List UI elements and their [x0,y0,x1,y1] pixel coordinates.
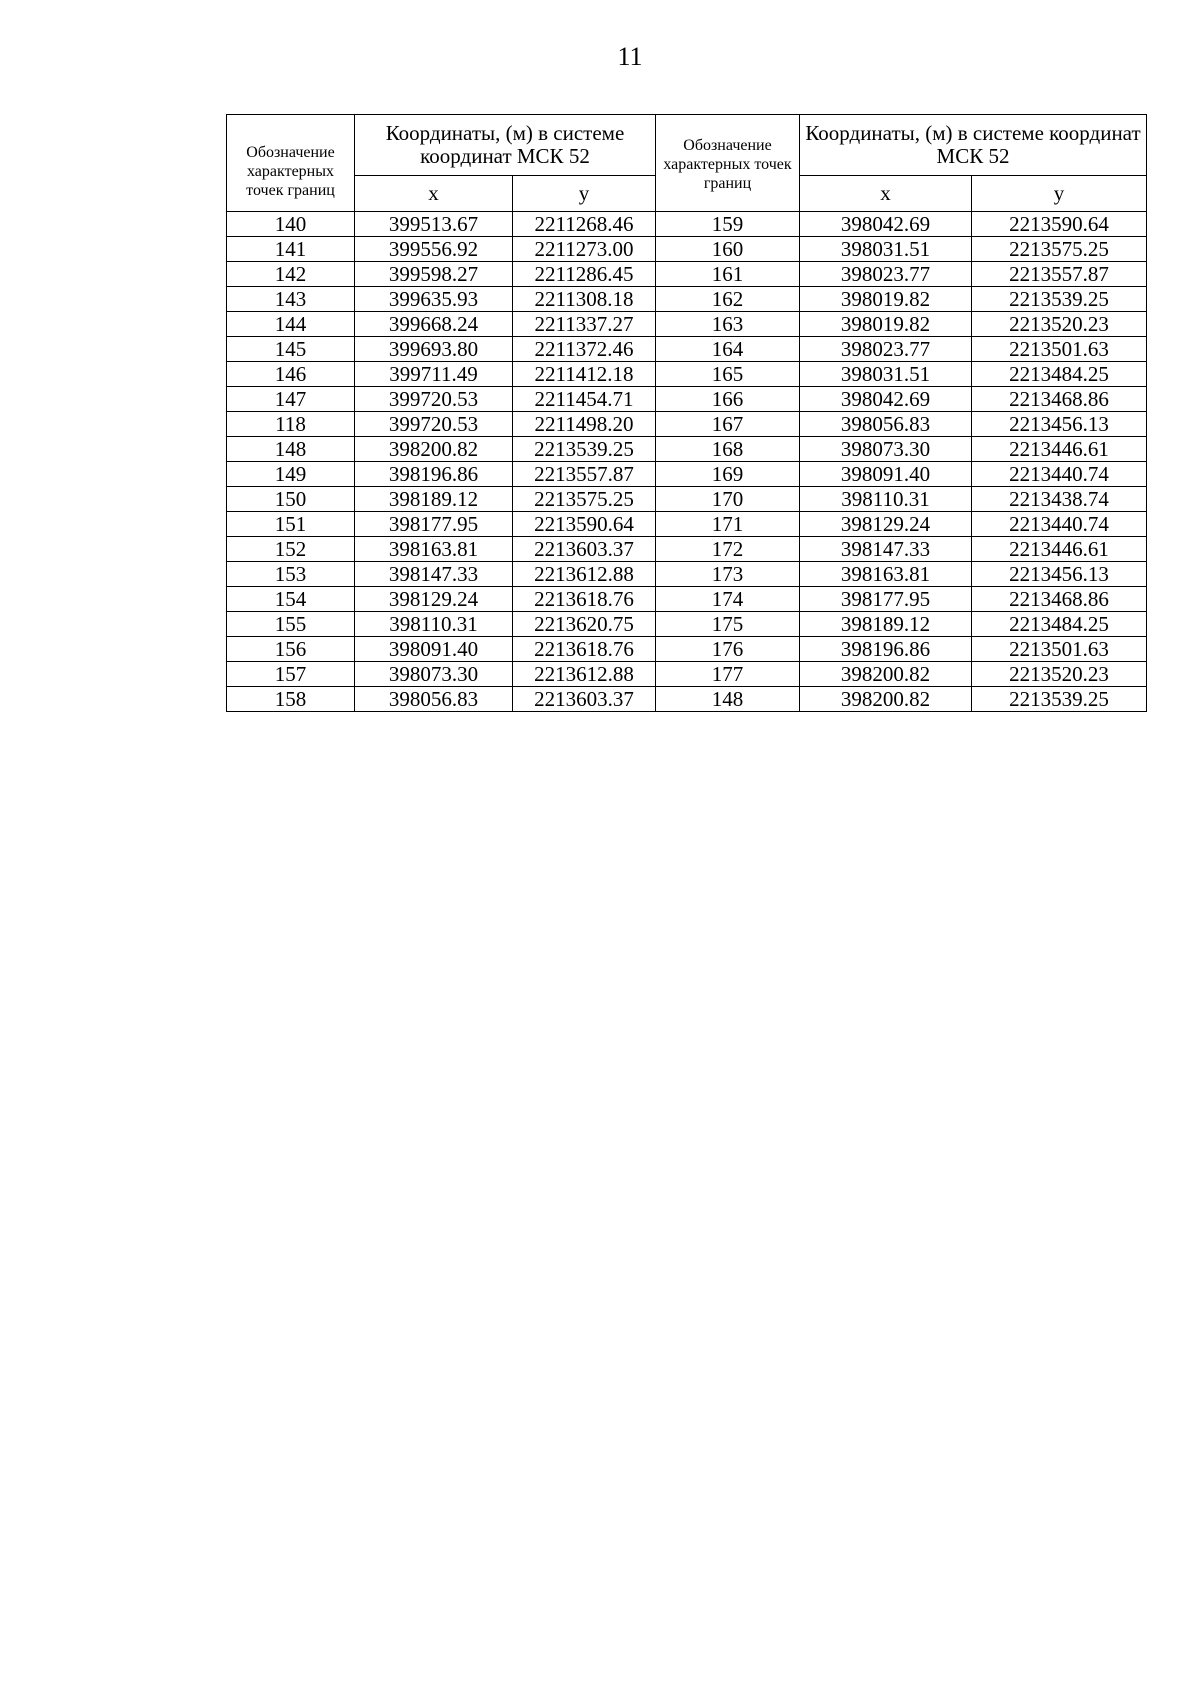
x-value-right: 398200.82 [800,662,972,687]
point-id-right: 164 [656,337,800,362]
table-row [227,587,1147,612]
y-value-right: 2213484.25 [972,612,1147,637]
x-value-left: 399711.49 [355,362,513,387]
point-id-right: 165 [656,362,800,387]
x-value-right: 398163.81 [800,562,972,587]
table-row [227,562,1147,587]
y-value-left: 2213603.37 [513,537,656,562]
x-value-right: 398031.51 [800,237,972,262]
point-id-left: 146 [227,362,355,387]
y-value-left: 2213539.25 [513,437,656,462]
x-value-left: 398196.86 [355,462,513,487]
x-value-left: 399598.27 [355,262,513,287]
y-value-left: 2213557.87 [513,462,656,487]
point-id-left: 156 [227,637,355,662]
y-value-right: 2213456.13 [972,562,1147,587]
x-value-left: 399668.24 [355,312,513,337]
x-value-left: 398177.95 [355,512,513,537]
point-id-left: 157 [227,662,355,687]
point-id-left: 147 [227,387,355,412]
y-value-right: 2213438.74 [972,487,1147,512]
x-value-left: 398129.24 [355,587,513,612]
point-id-right: 171 [656,512,800,537]
point-id-left: 152 [227,537,355,562]
x-value-right: 398023.77 [800,337,972,362]
x-value-left: 398073.30 [355,662,513,687]
table-body [227,212,1147,712]
y-value-left: 2211308.18 [513,287,656,312]
y-value-left: 2211412.18 [513,362,656,387]
x-value-right: 398042.69 [800,387,972,412]
y-value-right: 2213440.74 [972,512,1147,537]
y-value-right: 2213468.86 [972,387,1147,412]
x-header-right: x [800,176,972,212]
x-value-right: 398073.30 [800,437,972,462]
y-value-right: 2213440.74 [972,462,1147,487]
point-id-right: 175 [656,612,800,637]
y-value-left: 2211372.46 [513,337,656,362]
point-id-right: 170 [656,487,800,512]
x-value-right: 398019.82 [800,312,972,337]
table-row [227,362,1147,387]
x-value-right: 398196.86 [800,637,972,662]
point-id-right: 172 [656,537,800,562]
table-row [227,662,1147,687]
coords-header-right: Координаты, (м) в системе координат МСК 52 [800,115,1147,176]
table-row [227,687,1147,712]
y-value-left: 2211268.46 [513,212,656,237]
point-label-header-right: Обозначение характерных точек границ [656,115,800,212]
x-value-right: 398056.83 [800,412,972,437]
point-id-left: 148 [227,437,355,462]
y-value-right: 2213590.64 [972,212,1147,237]
table-row [227,212,1147,237]
y-value-right: 2213520.23 [972,662,1147,687]
x-value-right: 398110.31 [800,487,972,512]
x-value-left: 398110.31 [355,612,513,637]
y-value-left: 2213612.88 [513,662,656,687]
point-id-left: 143 [227,287,355,312]
x-value-right: 398147.33 [800,537,972,562]
point-id-left: 142 [227,262,355,287]
table-row [227,537,1147,562]
point-id-right: 160 [656,237,800,262]
x-value-left: 398200.82 [355,437,513,462]
table-row [227,487,1147,512]
point-id-right: 174 [656,587,800,612]
y-value-right: 2213456.13 [972,412,1147,437]
table-row [227,637,1147,662]
x-value-left: 398163.81 [355,537,513,562]
y-value-left: 2213612.88 [513,562,656,587]
x-value-right: 398189.12 [800,612,972,637]
y-value-right: 2213501.63 [972,637,1147,662]
point-id-left: 153 [227,562,355,587]
y-value-right: 2213520.23 [972,312,1147,337]
y-value-left: 2213618.76 [513,587,656,612]
coords-header-left: Координаты, (м) в системе координат МСК 52 [355,115,656,176]
y-value-left: 2213618.76 [513,637,656,662]
point-id-right: 168 [656,437,800,462]
point-id-left: 140 [227,212,355,237]
x-value-right: 398042.69 [800,212,972,237]
point-id-right: 173 [656,562,800,587]
x-value-left: 399720.53 [355,387,513,412]
y-value-left: 2213620.75 [513,612,656,637]
page-number: 11 [617,42,643,71]
point-id-left: 144 [227,312,355,337]
point-id-left: 154 [227,587,355,612]
x-value-right: 398177.95 [800,587,972,612]
point-id-right: 169 [656,462,800,487]
x-header-left: x [355,176,513,212]
point-id-left: 158 [227,687,355,712]
table-header-row [227,115,1147,176]
y-value-right: 2213575.25 [972,237,1147,262]
x-value-right: 398019.82 [800,287,972,312]
point-id-right: 161 [656,262,800,287]
table-row [227,462,1147,487]
y-value-left: 2213603.37 [513,687,656,712]
point-id-right: 176 [656,637,800,662]
point-id-left: 141 [227,237,355,262]
y-header-right: y [972,176,1147,212]
table-row [227,337,1147,362]
x-value-right: 398023.77 [800,262,972,287]
point-id-right: 166 [656,387,800,412]
x-value-right: 398200.82 [800,687,972,712]
x-value-left: 398091.40 [355,637,513,662]
table-row [227,412,1147,437]
x-value-left: 399635.93 [355,287,513,312]
point-id-right: 177 [656,662,800,687]
point-id-right: 148 [656,687,800,712]
x-value-left: 399556.92 [355,237,513,262]
point-label-header-left: Обозначение характерных точек границ [227,115,355,212]
y-header-left: y [513,176,656,212]
y-value-left: 2213575.25 [513,487,656,512]
y-value-right: 2213446.61 [972,537,1147,562]
y-value-left: 2211286.45 [513,262,656,287]
table-row [227,287,1147,312]
point-id-left: 118 [227,412,355,437]
y-value-left: 2211337.27 [513,312,656,337]
point-id-right: 159 [656,212,800,237]
y-value-left: 2211273.00 [513,237,656,262]
table-row [227,262,1147,287]
point-id-left: 145 [227,337,355,362]
y-value-right: 2213539.25 [972,687,1147,712]
table-row [227,312,1147,337]
table-row [227,237,1147,262]
point-id-right: 167 [656,412,800,437]
table-row [227,612,1147,637]
y-value-right: 2213539.25 [972,287,1147,312]
y-value-right: 2213557.87 [972,262,1147,287]
y-value-left: 2211498.20 [513,412,656,437]
y-value-right: 2213484.25 [972,362,1147,387]
table-row [227,512,1147,537]
x-value-right: 398129.24 [800,512,972,537]
x-value-left: 398147.33 [355,562,513,587]
point-id-left: 150 [227,487,355,512]
x-value-left: 399720.53 [355,412,513,437]
y-value-left: 2213590.64 [513,512,656,537]
x-value-left: 399693.80 [355,337,513,362]
x-value-left: 398189.12 [355,487,513,512]
y-value-right: 2213468.86 [972,587,1147,612]
table-row [227,437,1147,462]
x-value-left: 398056.83 [355,687,513,712]
x-value-right: 398031.51 [800,362,972,387]
point-id-right: 163 [656,312,800,337]
y-value-right: 2213501.63 [972,337,1147,362]
point-id-left: 151 [227,512,355,537]
point-id-right: 162 [656,287,800,312]
y-value-left: 2211454.71 [513,387,656,412]
point-id-left: 155 [227,612,355,637]
y-value-right: 2213446.61 [972,437,1147,462]
x-value-right: 398091.40 [800,462,972,487]
x-value-left: 399513.67 [355,212,513,237]
point-id-left: 149 [227,462,355,487]
table-row [227,387,1147,412]
coordinates-table [226,114,1147,712]
